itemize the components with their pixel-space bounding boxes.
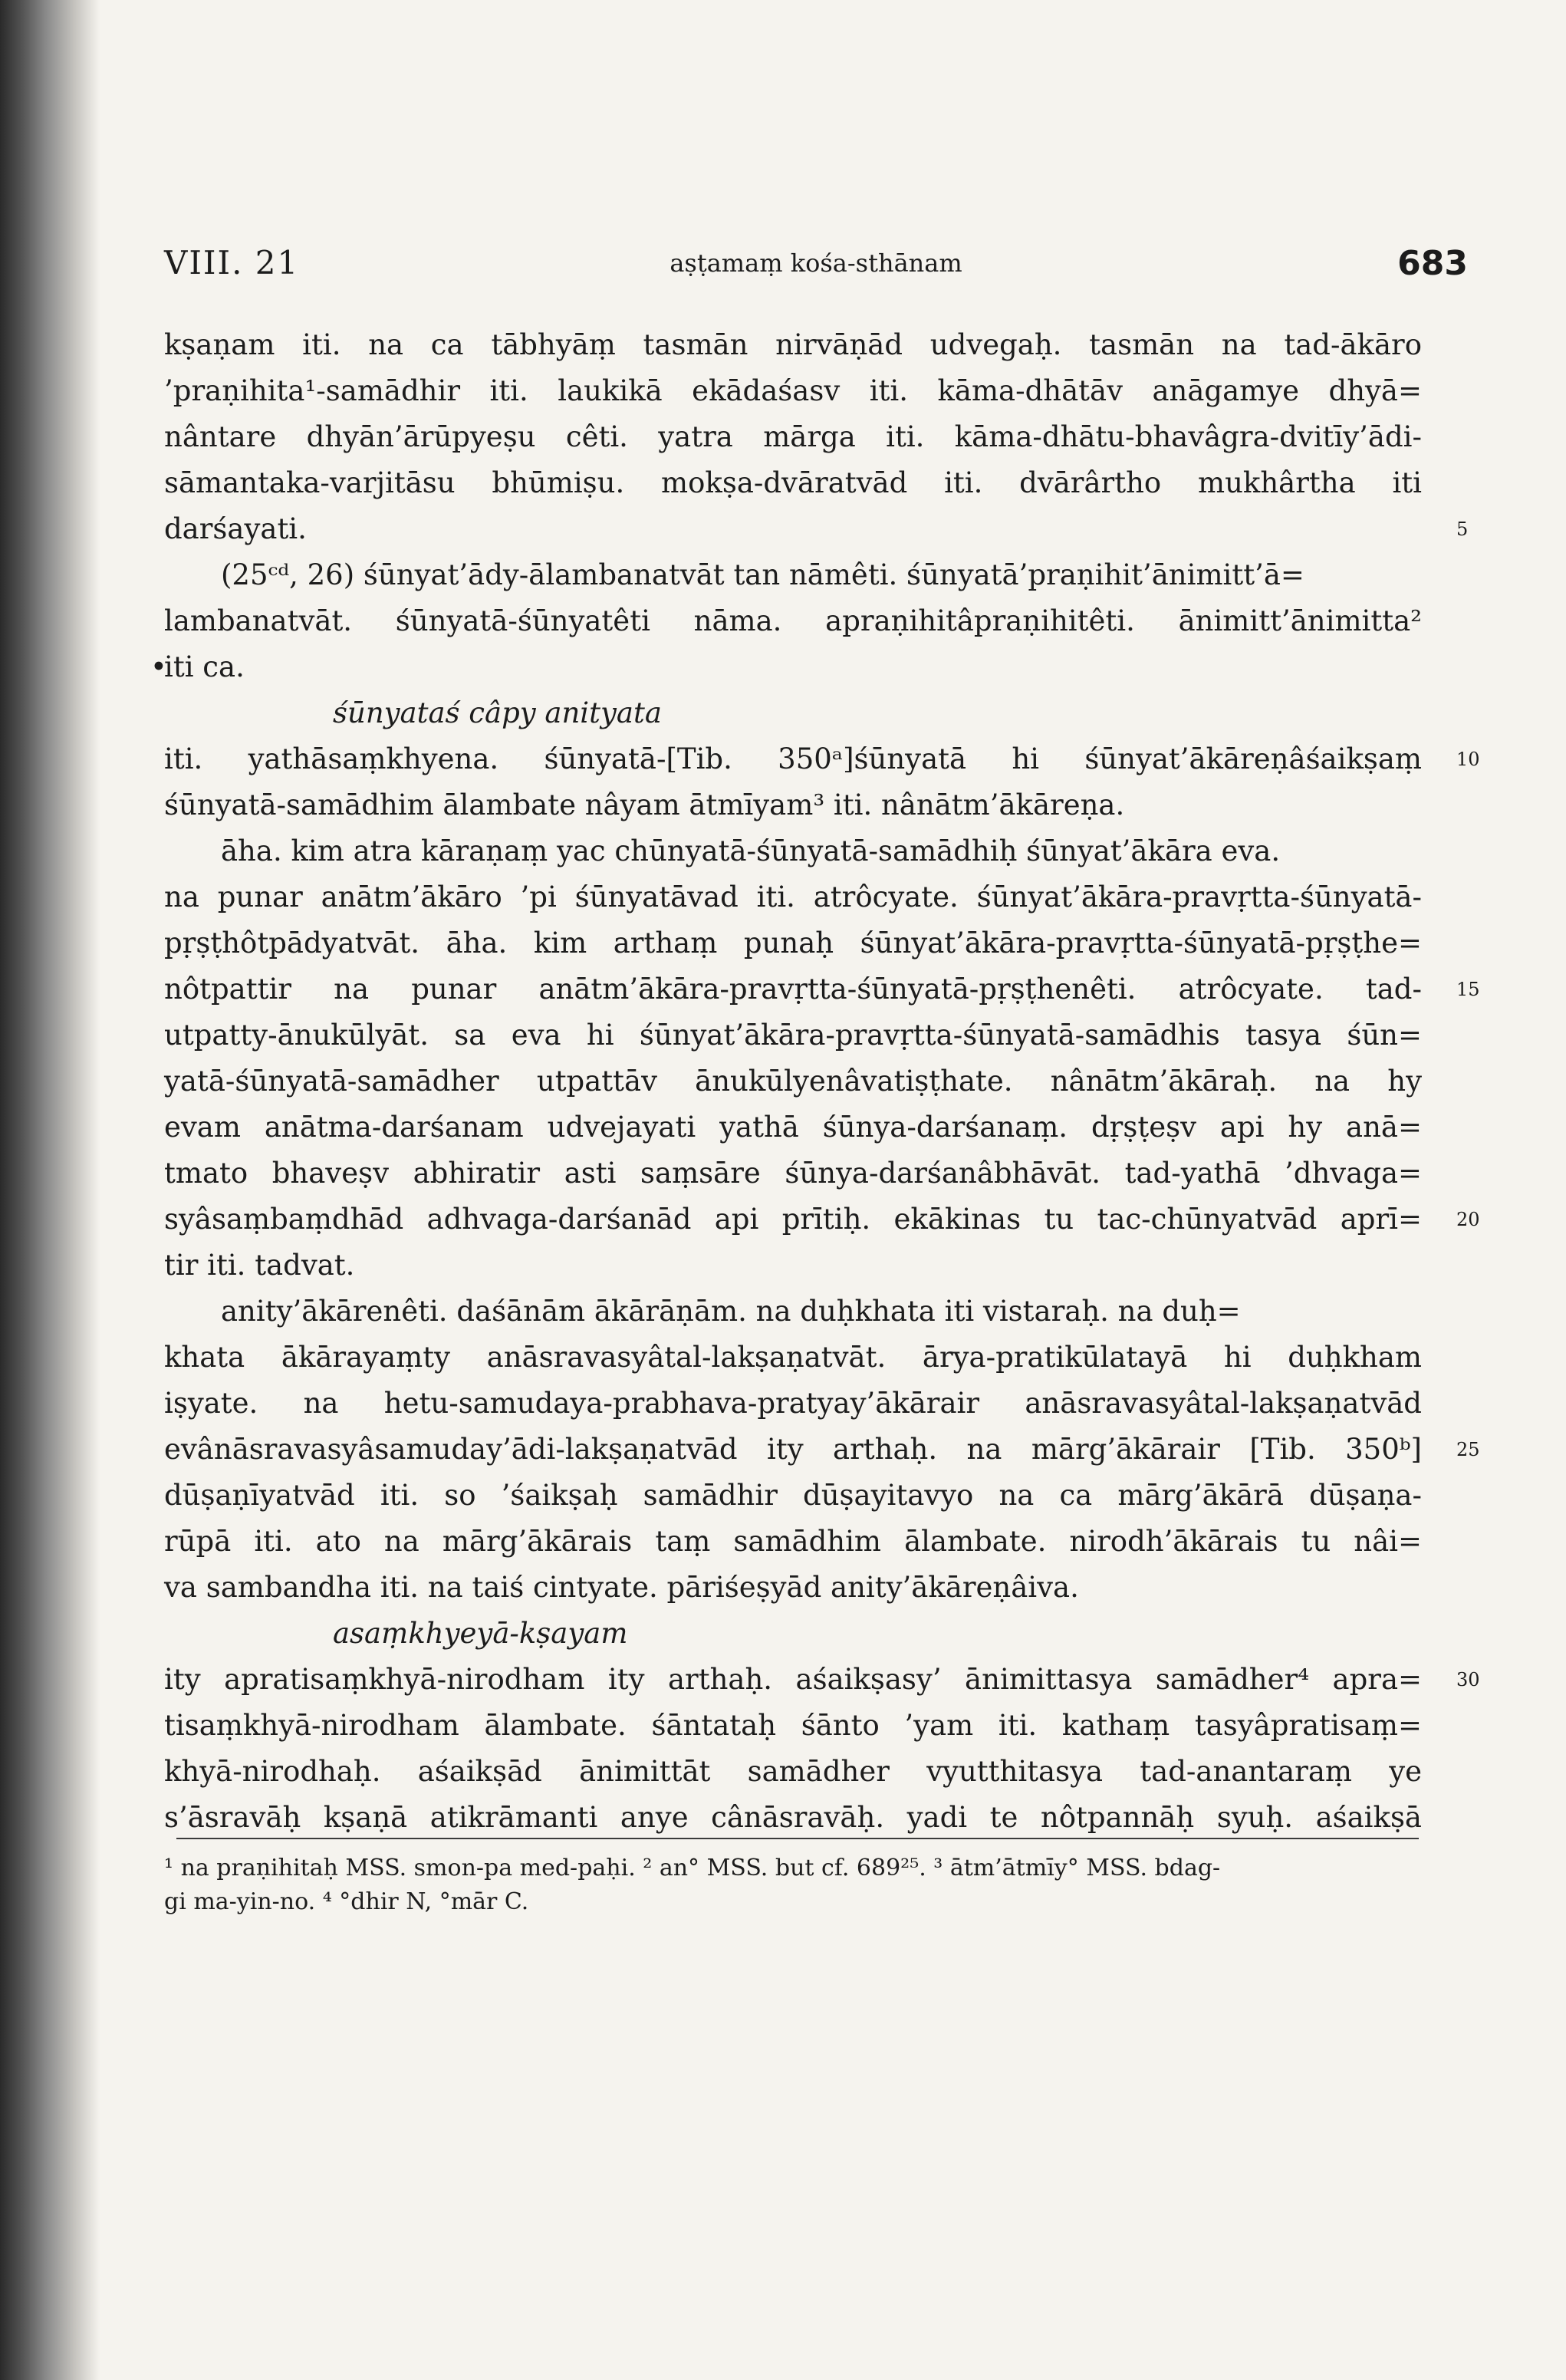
line-number: 20	[1456, 1209, 1480, 1230]
footnote-rule	[176, 1838, 1419, 1839]
text-line: nôtpattir na punar anātm’ākāra-pravṛtta-śūnyatā-pṛṣṭhenêti. atrôcyate. tad- 15	[164, 966, 1422, 1012]
text-line: khata ākārayaṃty anāsravasyâtal-lakṣaṇatvāt. ārya-pratikūlatayā hi duḥkham	[164, 1341, 1422, 1374]
running-title: aṣṭamaṃ kośa-sthānam	[669, 249, 962, 278]
text-line: sāmantaka-varjitāsu bhūmiṣu. mokṣa-dvāratvād iti. dvārârtho mukhârtha iti	[164, 466, 1422, 499]
book-spine-shadow	[0, 0, 100, 2380]
text-line: lambanatvāt. śūnyatā-śūnyatêti nāma. apraṇihitâpraṇihitêti. ānimitt’ānimitta²	[164, 604, 1422, 637]
text-line: ity apratisaṃkhyā-nirodham ity arthaḥ. aśaikṣasy’ ānimittasya samādher⁴ apra= 30	[164, 1657, 1422, 1703]
text-line: evam anātma-darśanam udvejayati yathā śūnya-darśanaṃ. dṛṣṭeṣv api hy anā=	[164, 1111, 1422, 1144]
text-line: tisaṃkhyā-nirodham ālambate. śāntataḥ śānto ’yam iti. kathaṃ tasyâpratisaṃ=	[164, 1709, 1422, 1742]
text-line: darśayati. 5	[164, 506, 1422, 552]
main-text	[150, 322, 1480, 1841]
line-number: 10	[1456, 749, 1480, 770]
text-line: iṣyate. na hetu-samudaya-prabhava-pratyay’ākārair anāsravasyâtal-lakṣaṇatvād	[164, 1387, 1422, 1420]
text-line: syâsaṃbaṃdhād adhvaga-darśanād api prītiḥ. ekākinas tu tac-chūnyatvād aprī= 20	[164, 1197, 1422, 1243]
text-line: kṣaṇam iti. na ca tābhyāṃ tasmān nirvāṇād udvegaḥ. tasmān na tad-ākāro	[164, 328, 1422, 361]
text-line: • iti ca.	[164, 644, 1422, 690]
text-line: āha. kim atra kāraṇaṃ yac chūnyatā-śūnyatā-samādhiḥ śūnyat’ākāra eva.	[221, 834, 1281, 867]
text-line: tmato bhaveṣv abhiratir asti saṃsāre śūnya-darśanâbhāvāt. tad-yathā ’dhvaga=	[164, 1157, 1422, 1190]
line-number: 15	[1456, 979, 1480, 1000]
line-number: 30	[1456, 1669, 1480, 1690]
text-line: yatā-śūnyatā-samādher utpattāv ānukūlyenâvatiṣṭhate. nânātm’ākāraḥ. na hy	[164, 1065, 1422, 1098]
line-number: 25	[1456, 1439, 1480, 1460]
text-line: na punar anātm’ākāro ’pi śūnyatāvad iti. atrôcyate. śūnyat’ākāra-pravṛtta-śūnyatā-	[164, 881, 1422, 913]
text-line: iti. yathāsaṃkhyena. śūnyatā-[Tib. 350ᵃ]śūnyatā hi śūnyat’ākāreṇâśaikṣaṃ 10	[164, 736, 1422, 782]
text-line: śūnyatā-samādhim ālambate nâyam ātmīyam³ iti. nânātm’ākāreṇa.	[164, 788, 1125, 821]
text-line: nântare dhyān’ārūpyeṣu cêti. yatra mārga iti. kāma-dhātu-bhavâgra-dvitīy’ādi-	[164, 420, 1422, 453]
chapter-reference: VIII. 21	[164, 244, 300, 281]
verse-line: asaṃkhyeyā-kṣayam	[333, 1617, 628, 1650]
text-line: anity’ākārenêti. daśānām ākārāṇām. na duḥkhata iti vistaraḥ. na duḥ=	[221, 1295, 1241, 1328]
text-line: tir iti. tadvat.	[164, 1249, 355, 1282]
text-line: s’āsravāḥ kṣaṇā atikrāmanti anye cânāsravāḥ. yadi te nôtpannāḥ syuḥ. aśaikṣā	[164, 1801, 1422, 1834]
footnote-line: gi ma-yin-no. ⁴ °dhir N, °mār C.	[164, 1888, 529, 1915]
text-line: rūpā iti. ato na mārg’ākārais taṃ samādhim ālambate. nirodh’ākārais tu nâi=	[164, 1525, 1422, 1558]
text-line: va sambandha iti. na taiś cintyate. pāriśeṣyād anity’ākāreṇâiva.	[164, 1571, 1079, 1604]
text-line: utpatty-ānukūlyāt. sa eva hi śūnyat’ākāra-pravṛtta-śūnyatā-samādhis tasya śūn=	[164, 1019, 1422, 1052]
verse-line: śūnyataś câpy anityata	[333, 696, 662, 729]
margin-mark: •	[150, 650, 167, 683]
text-line: pṛṣṭhôtpādyatvāt. āha. kim arthaṃ punaḥ śūnyat’ākāra-pravṛtta-śūnyatā-pṛṣṭhe=	[164, 927, 1422, 960]
text-line: (25ᶜᵈ, 26) śūnyat’ādy-ālambanatvāt tan nāmêti. śūnyatā’praṇihit’ānimitt’ā=	[221, 558, 1304, 591]
line-number: 5	[1456, 518, 1469, 540]
text-line: dūṣaṇīyatvād iti. so ’śaikṣaḥ samādhir dūṣayitavyo na ca mārg’ākārā dūṣaṇa-	[164, 1479, 1422, 1512]
text-line: khyā-nirodhaḥ. aśaikṣād ānimittāt samādher vyutthitasya tad-anantaraṃ ye	[164, 1755, 1422, 1788]
page-header	[164, 244, 1468, 298]
text-line: evânāsravasyâsamuday’ādi-lakṣaṇatvād ity arthaḥ. na mārg’ākārair [Tib. 350ᵇ] 25	[164, 1427, 1422, 1473]
text-line: ’praṇihita¹-samādhir iti. laukikā ekādaśasv iti. kāma-dhātāv anāgamye dhyā=	[164, 374, 1422, 407]
footnote-line: ¹ na praṇihitaḥ MSS. smon-pa med-paḥi. ² an° MSS. but cf. 689²⁵. ³ ātm’ātmīy° MSS. bdag-	[164, 1855, 1221, 1881]
page-number: 683	[1397, 244, 1468, 283]
